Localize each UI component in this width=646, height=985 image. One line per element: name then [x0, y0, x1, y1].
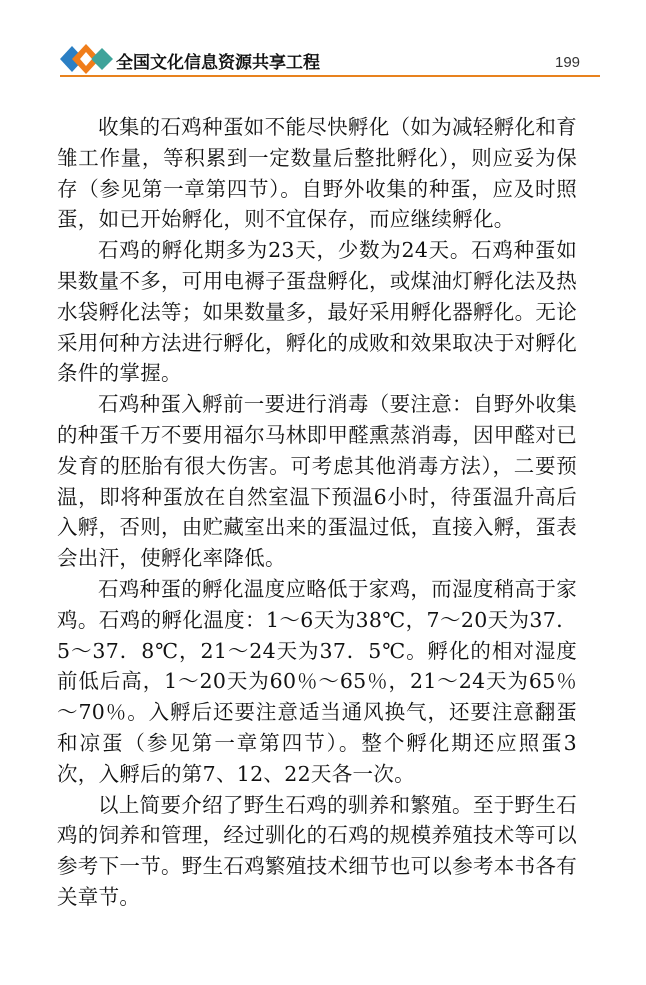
- paragraph: 石鸡种蛋入孵前一要进行消毒（要注意：自野外收集的种蛋千万不要用福尔马林即甲醛熏蒸消毒，因甲醛对已发育的胚胎有很大伤害。可考虑其他消毒方法），二要预温，即将种蛋放在自然室温下预温6小时，待蛋温升高后入孵，否则，由贮藏室出来的蛋温过低，直接入孵，蛋表会出汗，使孵化率降低。: [57, 392, 577, 571]
- body-text: [57, 112, 577, 913]
- paragraph: 石鸡种蛋的孵化温度应略低于家鸡，而湿度稍高于家鸡。石鸡的孵化温度：1～6天为38℃，7～20天为37．5～37．8℃，21～24天为37．5℃。孵化的相对湿度前低后高，1～20天为60％～65％，21～24天为65％～70％。入孵后还要注意适当通风换气，还要注意翻蛋和凉蛋（参见第一章第四节）。整个孵化期还应照蛋3次，入孵后的第7、12、22天各一次。: [57, 576, 577, 786]
- logo-icon: [60, 42, 116, 76]
- series-title: 全国文化信息资源共享工程: [116, 53, 320, 73]
- logo-diamond-teal: [91, 48, 113, 70]
- paragraph: 石鸡的孵化期多为23天，少数为24天。石鸡种蛋如果数量不多，可用电褥子蛋盘孵化，或煤油灯孵化法及热水袋孵化法等；如果数量多，最好采用孵化器孵化。无论采用何种方法进行孵化，孵化的成败和效果取决于对孵化条件的掌握。: [57, 238, 577, 386]
- paragraph: 收集的石鸡种蛋如不能尽快孵化（如为减轻孵化和育雏工作量，等积累到一定数量后整批孵化），则应妥为保存（参见第一章第四节）。自野外收集的种蛋，应及时照蛋，如已开始孵化，则不宜保存，而应继续孵化。: [57, 115, 577, 232]
- page-header: [0, 0, 646, 80]
- paragraph: 以上简要介绍了野生石鸡的驯养和繁殖。至于野生石鸡的饲养和管理，经过驯化的石鸡的规模养殖技术等可以参考下一节。野生石鸡繁殖技术细节也可以参考本书各有关章节。: [57, 792, 577, 909]
- header-rule: [60, 75, 600, 77]
- page-number: 199: [555, 54, 581, 71]
